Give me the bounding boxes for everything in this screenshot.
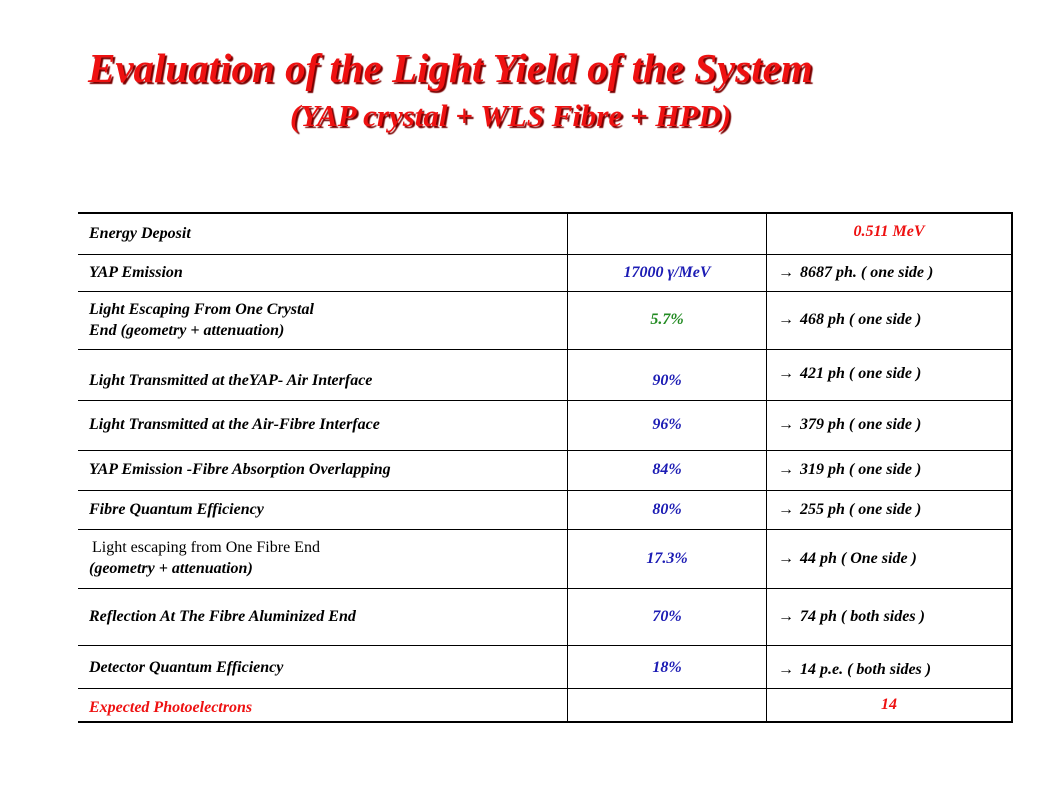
row-factor: 80% [652,500,682,518]
row-factor: 70% [652,607,682,625]
table-row [78,401,1013,451]
table-row [78,350,1013,401]
table-row [78,491,1013,530]
arrow-right-icon: → [778,661,794,678]
row-label: Light Escaping From One Crystal End (geometry + attenuation) [89,300,314,339]
row-label: Reflection At The Fibre Aluminized End [89,607,356,625]
table-row [78,255,1013,292]
page-subtitle: (YAP crystal + WLS Fibre + HPD) [290,98,732,133]
row-label: YAP Emission [89,263,183,281]
arrow-right-icon: → [778,500,794,518]
arrow-right-icon: → [778,549,794,567]
table-row [78,646,1013,689]
row-factor [568,214,766,254]
table-row [78,530,1013,589]
row-result: → 421 ph ( one side ) [778,350,1008,400]
table-row [78,689,1013,723]
row-label: Light escaping from One Fibre End (geometry + attenuation) [89,539,320,577]
row-result: → 319 ph ( one side ) [778,451,1008,490]
row-factor: 5.7% [650,311,684,329]
arrow-right-icon: → [778,607,794,625]
row-result: → 44 ph ( One side ) [778,530,1008,588]
table-row [78,451,1013,491]
row-result: → 255 ph ( one side ) [778,491,1008,529]
page-title: Evaluation of the Light Yield of the System [88,45,813,91]
row-label: Detector Quantum Efficiency [89,659,284,676]
row-result: 14 [881,696,897,713]
row-label: YAP Emission -Fibre Absorption Overlapping [89,461,391,479]
arrow-right-icon: → [778,311,794,329]
table-row [78,589,1013,646]
row-factor: 96% [652,416,682,434]
row-result: → 8687 ph. ( one side ) [778,255,1008,291]
light-yield-table [78,212,1013,723]
table-row [78,292,1013,350]
row-result: → 14 p.e. ( both sides ) [778,646,1008,688]
row-factor: 17.3% [646,549,688,567]
arrow-right-icon: → [778,461,794,479]
row-label: Energy Deposit [89,224,191,242]
row-result: 0.511 MeV [853,223,925,240]
row-factor: 84% [652,461,682,479]
arrow-right-icon: → [778,416,794,434]
row-result: → 468 ph ( one side ) [778,292,1008,349]
row-result: → 379 ph ( one side ) [778,401,1008,450]
row-label: Light Transmitted at the Air-Fibre Interface [89,416,380,434]
row-factor: 18% [652,659,682,676]
row-label: Expected Photoelectrons [89,699,253,717]
row-result: → 74 ph ( both sides ) [778,589,1008,645]
row-factor [568,689,766,723]
row-factor: 90% [652,372,682,390]
arrow-right-icon: → [778,263,794,281]
row-factor: 17000 γ/MeV [623,263,711,281]
arrow-right-icon: → [778,365,794,382]
row-label: Light Transmitted at theYAP- Air Interface [89,372,373,390]
row-label: Fibre Quantum Efficiency [89,500,264,518]
table-row [78,214,1013,255]
